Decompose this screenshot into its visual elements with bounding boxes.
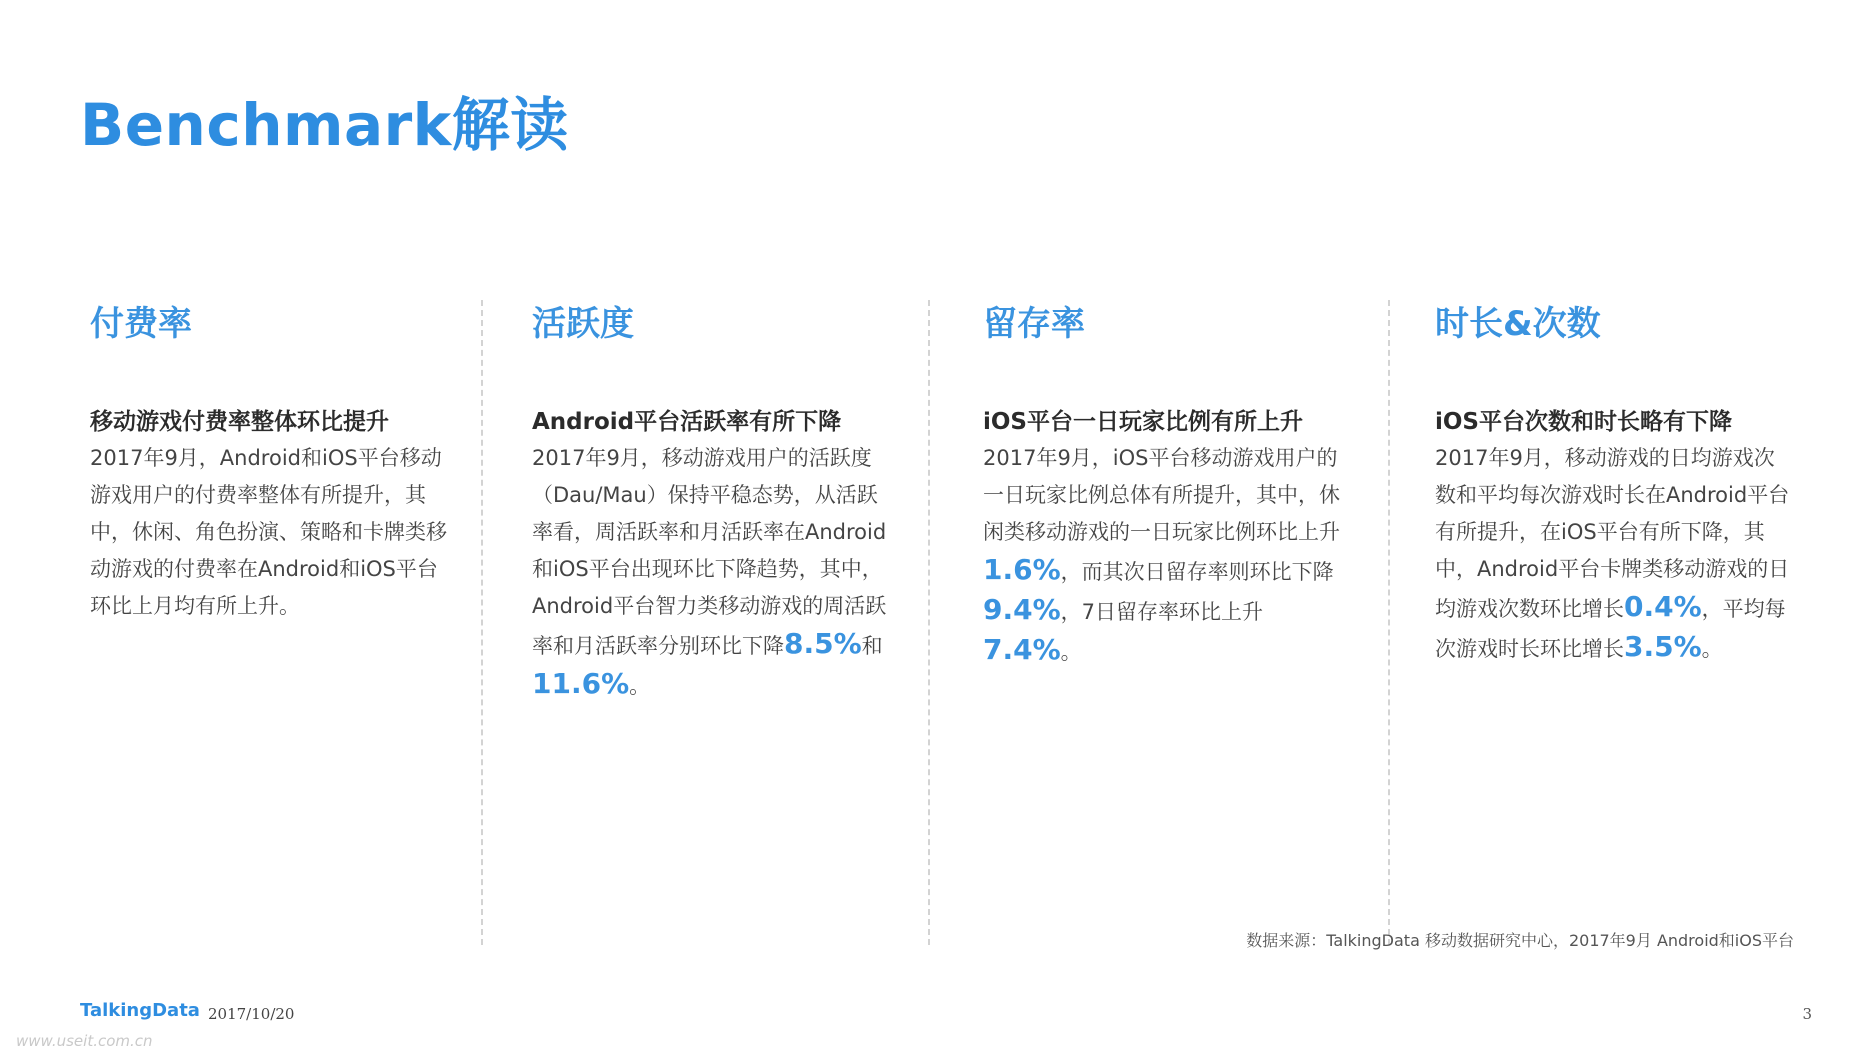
column-body [983, 440, 1343, 671]
watermark: www.useit.com.cn [16, 1032, 153, 1050]
highlight-value: 11.6% [532, 667, 630, 700]
column-duration-count [1435, 300, 1795, 668]
column-divider [1388, 300, 1390, 945]
highlight-value: 0.4% [1624, 590, 1702, 623]
column-divider [481, 300, 483, 945]
body-text: 2017年9月，移动游戏用户的活跃度（Dau/Mau）保持平稳态势，从活跃率看，周活跃率和月活跃率在Android和iOS平台出现环比下降趋势，其中，Android平台智力类移动游戏的周活跃率和月活跃率分别环比下降 [532, 446, 887, 658]
highlight-value: 1.6% [983, 553, 1061, 586]
body-text: 2017年9月，iOS平台移动游戏用户的一日玩家比例总体有所提升，其中，休闲类移动游戏的一日玩家比例环比上升 [983, 446, 1340, 544]
column-heading: 时长&次数 [1435, 304, 1601, 344]
body-text: 2017年9月，移动游戏的日均游戏次数和平均每次游戏时长在Android平台有所提升，在iOS平台有所下降，其中，Android平台卡牌类移动游戏的日均游戏次数环比增长 [1435, 446, 1790, 621]
column-subtitle: iOS平台次数和时长略有下降 [1435, 409, 1733, 435]
column-body [1435, 440, 1795, 668]
column-heading: 付费率 [90, 304, 192, 344]
column-payment-rate [90, 300, 450, 625]
highlight-value: 9.4% [983, 593, 1061, 626]
column-retention [983, 300, 1343, 671]
column-subtitle: Android平台活跃率有所下降 [532, 409, 842, 435]
body-text: 和 [861, 634, 883, 658]
body-text: 。 [1701, 637, 1723, 661]
body-text: ，而其次日留存率则环比下降 [1060, 560, 1334, 584]
column-activity [532, 300, 892, 705]
body-text: 。 [1060, 640, 1082, 664]
highlight-value: 3.5% [1624, 630, 1702, 663]
highlight-value: 8.5% [784, 627, 862, 660]
data-source-note: 数据来源：TalkingData 移动数据研究中心，2017年9月 Android和iOS平台 [1246, 931, 1794, 950]
page-number: 3 [1802, 1005, 1812, 1023]
column-body [532, 440, 892, 705]
talkingdata-logo: TalkingData [80, 1000, 200, 1021]
column-divider [928, 300, 930, 945]
page-title: Benchmark解读 [80, 91, 569, 159]
body-text: ，7日留存率环比上升 [1060, 600, 1264, 624]
body-text: 2017年9月，Android和iOS平台移动游戏用户的付费率整体有所提升，其中，休闲、角色扮演、策略和卡牌类移动游戏的付费率在Android和iOS平台环比上月均有所上升。 [90, 446, 447, 618]
highlight-value: 7.4% [983, 633, 1061, 666]
column-heading: 留存率 [983, 304, 1085, 344]
body-text: ，平均每次游戏时长环比增长 [1435, 597, 1786, 661]
column-subtitle: iOS平台一日玩家比例有所上升 [983, 409, 1304, 435]
column-heading: 活跃度 [532, 304, 634, 344]
column-body [90, 440, 450, 625]
column-subtitle: 移动游戏付费率整体环比提升 [90, 409, 389, 435]
body-text: 。 [629, 674, 651, 698]
footer-date: 2017/10/20 [208, 1005, 295, 1023]
